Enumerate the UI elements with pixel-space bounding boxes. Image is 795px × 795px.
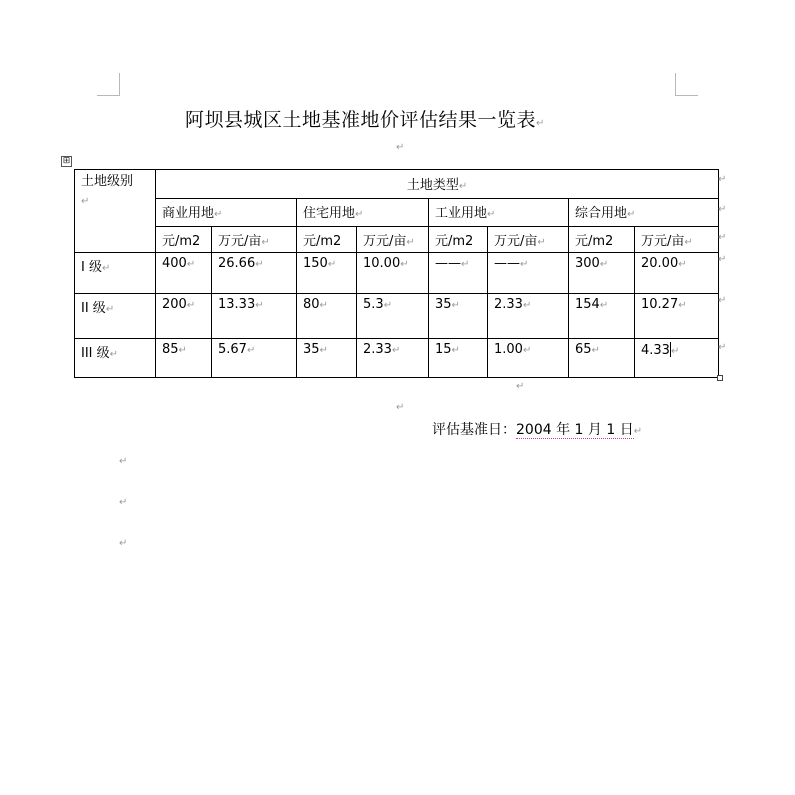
value-cell[interactable]: 13.33↵: [212, 294, 297, 339]
value-cell[interactable]: 200↵: [156, 294, 212, 339]
corner-header-cell[interactable]: 土地级别↵: [75, 170, 156, 253]
date-label: 评估基准日：: [432, 422, 516, 438]
value-cell[interactable]: 2.33↵: [357, 339, 429, 378]
row-end-mark: ↵: [718, 232, 727, 243]
value-cell[interactable]: 300↵: [569, 253, 635, 294]
category-header-comprehensive[interactable]: 综合用地↵: [569, 199, 719, 227]
page-corner-mark-top-left: [97, 73, 120, 96]
value-cell[interactable]: 154↵: [569, 294, 635, 339]
row-end-mark: ↵: [718, 295, 727, 306]
category-header-residential[interactable]: 住宅用地↵: [297, 199, 429, 227]
value-cell[interactable]: 400↵: [156, 253, 212, 294]
unit-cell[interactable]: 元/m2: [297, 227, 357, 253]
unit-cell[interactable]: 万元/亩↵: [357, 227, 429, 253]
row-end-mark: ↵: [718, 174, 727, 185]
value-cell[interactable]: 5.67↵: [212, 339, 297, 378]
date-value: 2004 年 1 月 1 日: [516, 422, 634, 438]
document-title[interactable]: [185, 105, 545, 132]
land-type-header-cell[interactable]: 土地类型↵: [156, 170, 719, 199]
level-cell[interactable]: III 级↵: [75, 339, 156, 378]
unit-cell[interactable]: 万元/亩↵: [488, 227, 569, 253]
value-cell-with-caret[interactable]: 4.33↵: [635, 339, 719, 378]
category-header-industrial[interactable]: 工业用地↵: [429, 199, 569, 227]
paragraph-mark-icon: ↵: [536, 118, 545, 129]
land-price-table[interactable]: [74, 169, 719, 378]
row-end-mark: ↵: [718, 342, 727, 353]
unit-cell[interactable]: 万元/亩↵: [212, 227, 297, 253]
table-row-level-1: [75, 253, 719, 294]
value-cell[interactable]: 20.00↵: [635, 253, 719, 294]
table-resize-handle[interactable]: [717, 375, 723, 381]
empty-paragraph[interactable]: ↵: [396, 402, 405, 413]
value-cell[interactable]: 10.27↵: [635, 294, 719, 339]
unit-cell[interactable]: 元/m2: [429, 227, 488, 253]
table-move-handle-icon[interactable]: ⊞: [62, 156, 71, 166]
value-cell[interactable]: 85↵: [156, 339, 212, 378]
value-cell[interactable]: 5.3↵: [357, 294, 429, 339]
value-cell[interactable]: ——↵: [429, 253, 488, 294]
empty-paragraph[interactable]: ↵: [516, 381, 525, 392]
empty-paragraph[interactable]: ↵: [396, 142, 405, 153]
level-cell[interactable]: II 级↵: [75, 294, 156, 339]
unit-cell[interactable]: 元/m2: [569, 227, 635, 253]
value-cell[interactable]: 2.33↵: [488, 294, 569, 339]
table-row-level-3: [75, 339, 719, 378]
page-corner-mark-top-right: [675, 73, 698, 96]
value-cell[interactable]: 35↵: [297, 339, 357, 378]
evaluation-date-line[interactable]: 评估基准日：2004 年 1 月 1 日↵: [432, 422, 643, 438]
empty-paragraph[interactable]: ↵: [119, 456, 128, 467]
row-end-mark: ↵: [718, 254, 727, 265]
table-row-level-2: [75, 294, 719, 339]
unit-cell[interactable]: 元/m2: [156, 227, 212, 253]
value-cell[interactable]: 65↵: [569, 339, 635, 378]
value-cell[interactable]: 26.66↵: [212, 253, 297, 294]
value-cell[interactable]: 15↵: [429, 339, 488, 378]
value-cell[interactable]: 35↵: [429, 294, 488, 339]
value-cell[interactable]: 80↵: [297, 294, 357, 339]
value-cell[interactable]: 1.00↵: [488, 339, 569, 378]
level-cell[interactable]: I 级↵: [75, 253, 156, 294]
category-header-commercial[interactable]: 商业用地↵: [156, 199, 297, 227]
land-type-header-text: 土地类型: [406, 178, 459, 193]
corner-header-text: 土地级别: [81, 174, 134, 189]
unit-cell[interactable]: 万元/亩↵: [635, 227, 719, 253]
empty-paragraph[interactable]: ↵: [119, 497, 128, 508]
value-cell[interactable]: ——↵: [488, 253, 569, 294]
value-cell[interactable]: 150↵: [297, 253, 357, 294]
title-text: 阿坝县城区土地基准地价评估结果一览表: [185, 109, 537, 131]
row-end-mark: ↵: [718, 204, 727, 215]
empty-paragraph[interactable]: ↵: [119, 538, 128, 549]
value-cell[interactable]: 10.00↵: [357, 253, 429, 294]
